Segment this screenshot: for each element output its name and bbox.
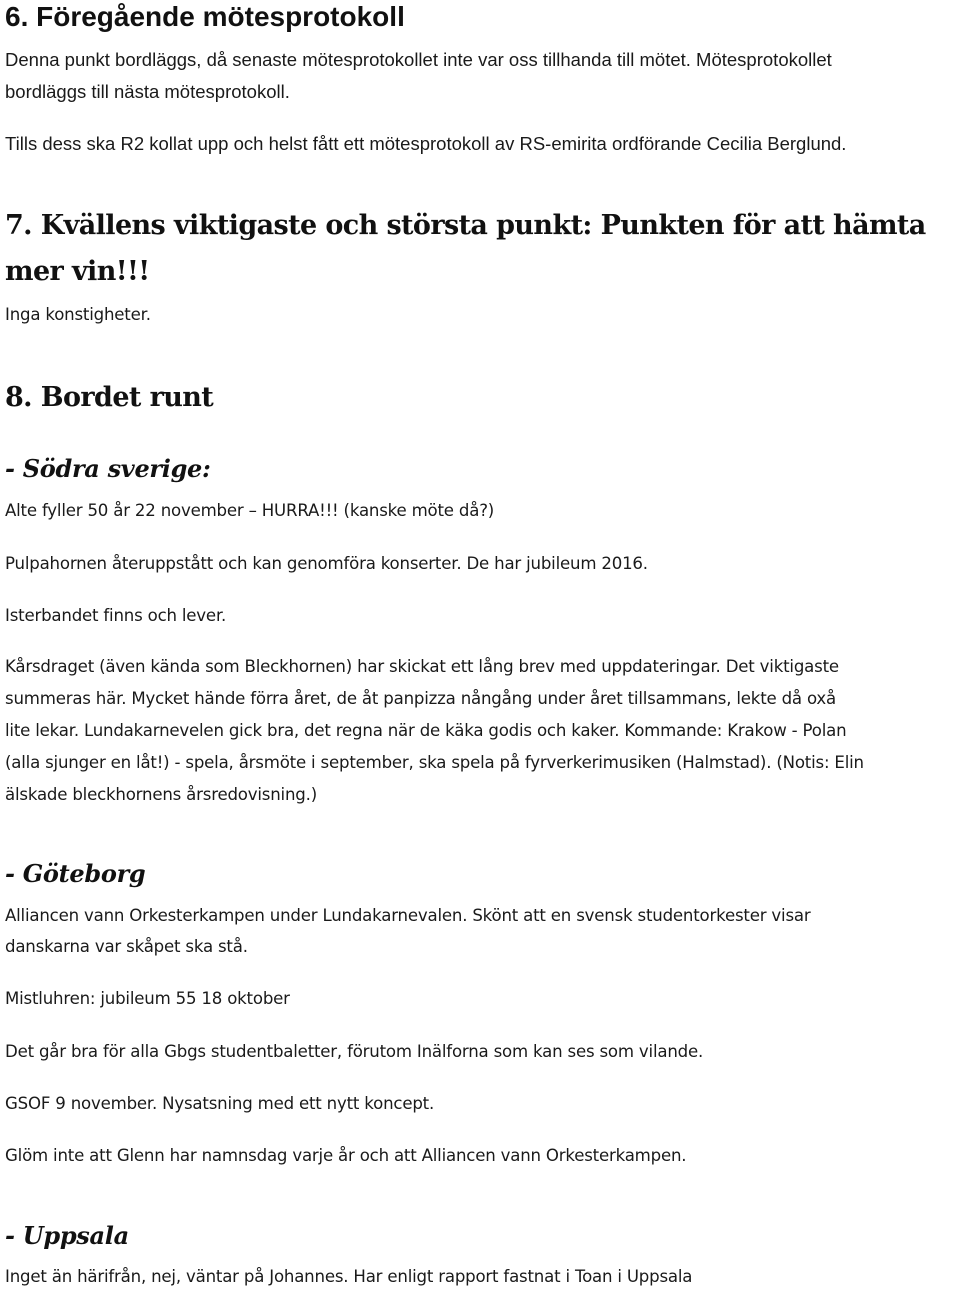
uppsala-line-1: Inget än härifrån, nej, väntar på Johannes. Har enligt rapport fastnat i Toan i Uppsala — [5, 1267, 693, 1286]
sodra-line-6: lite lekar. Lundakarnevelen gick bra, det regna när de käka godis och kaker. Kommande: Krakow - Polan — [5, 721, 847, 740]
sodra-line-7: (alla sjunger en låt!) - spela, årsmöte i september, ska spela på fyrverkerimusiken (Halmstad). (Notis: Elin — [5, 753, 864, 772]
section-7-text: Inga konstigheter. — [5, 305, 151, 324]
sodra-line-8: älskade bleckhornens årsredovisning.) — [5, 785, 317, 804]
section-6-text-line-2: bordläggs till nästa mötesprotokoll. — [5, 81, 290, 102]
section-6-heading: 6. Föregående mötesprotokoll — [5, 1, 405, 32]
section-7-heading-line-2: mer vin!!! — [5, 256, 150, 287]
sodra-line-1: Alte fyller 50 år 22 november – HURRA!!! (kanske möte då?) — [5, 501, 495, 520]
goteborg-line-4: Det går bra för alla Gbgs studentbaletter, förutom Inälforna som kan ses som vilande. — [5, 1042, 704, 1061]
goteborg-line-5: GSOF 9 november. Nysatsning med ett nytt koncept. — [5, 1094, 435, 1113]
sodra-line-2: Pulpahornen återuppstått och kan genomföra konserter. De har jubileum 2016. — [5, 554, 648, 573]
section-8-heading: 8. Bordet runt — [5, 382, 214, 413]
section-7-heading-line-1: 7. Kvällens viktigaste och största punkt: Punkten för att hämta — [5, 210, 926, 241]
sodra-line-4: Kårsdraget (även kända som Bleckhornen) har skickat ett lång brev med uppdateringar. Det viktigaste — [5, 657, 839, 676]
section-6-text-line-3: Tills dess ska R2 kollat upp och helst fått ett mötesprotokoll av RS-emirita ordförande Cecilia Berglund. — [5, 133, 847, 154]
section-6-text-line-1: Denna punkt bordläggs, då senaste mötesprotokollet inte var oss tillhanda till mötet. Mötesprotokollet — [5, 49, 832, 70]
goteborg-line-6: Glöm inte att Glenn har namnsdag varje år och att Alliancen vann Orkesterkampen. — [5, 1146, 687, 1165]
sodra-line-3: Isterbandet finns och lever. — [5, 606, 227, 625]
uppsala-heading: - Uppsala — [5, 1221, 129, 1250]
sodra-sverige-heading: - Södra sverige: — [5, 454, 211, 483]
goteborg-line-3: Mistluhren: jubileum 55 18 oktober — [5, 989, 290, 1008]
goteborg-heading: - Göteborg — [5, 859, 146, 888]
goteborg-line-1: Alliancen vann Orkesterkampen under Lundakarnevalen. Skönt att en svensk studentorkester visar — [5, 906, 811, 925]
sodra-line-5: summeras här. Mycket hände förra året, de åt panpizza nångång under året tillsammans, lekte då oxå — [5, 689, 837, 708]
goteborg-line-2: danskarna var skåpet ska stå. — [5, 937, 248, 956]
